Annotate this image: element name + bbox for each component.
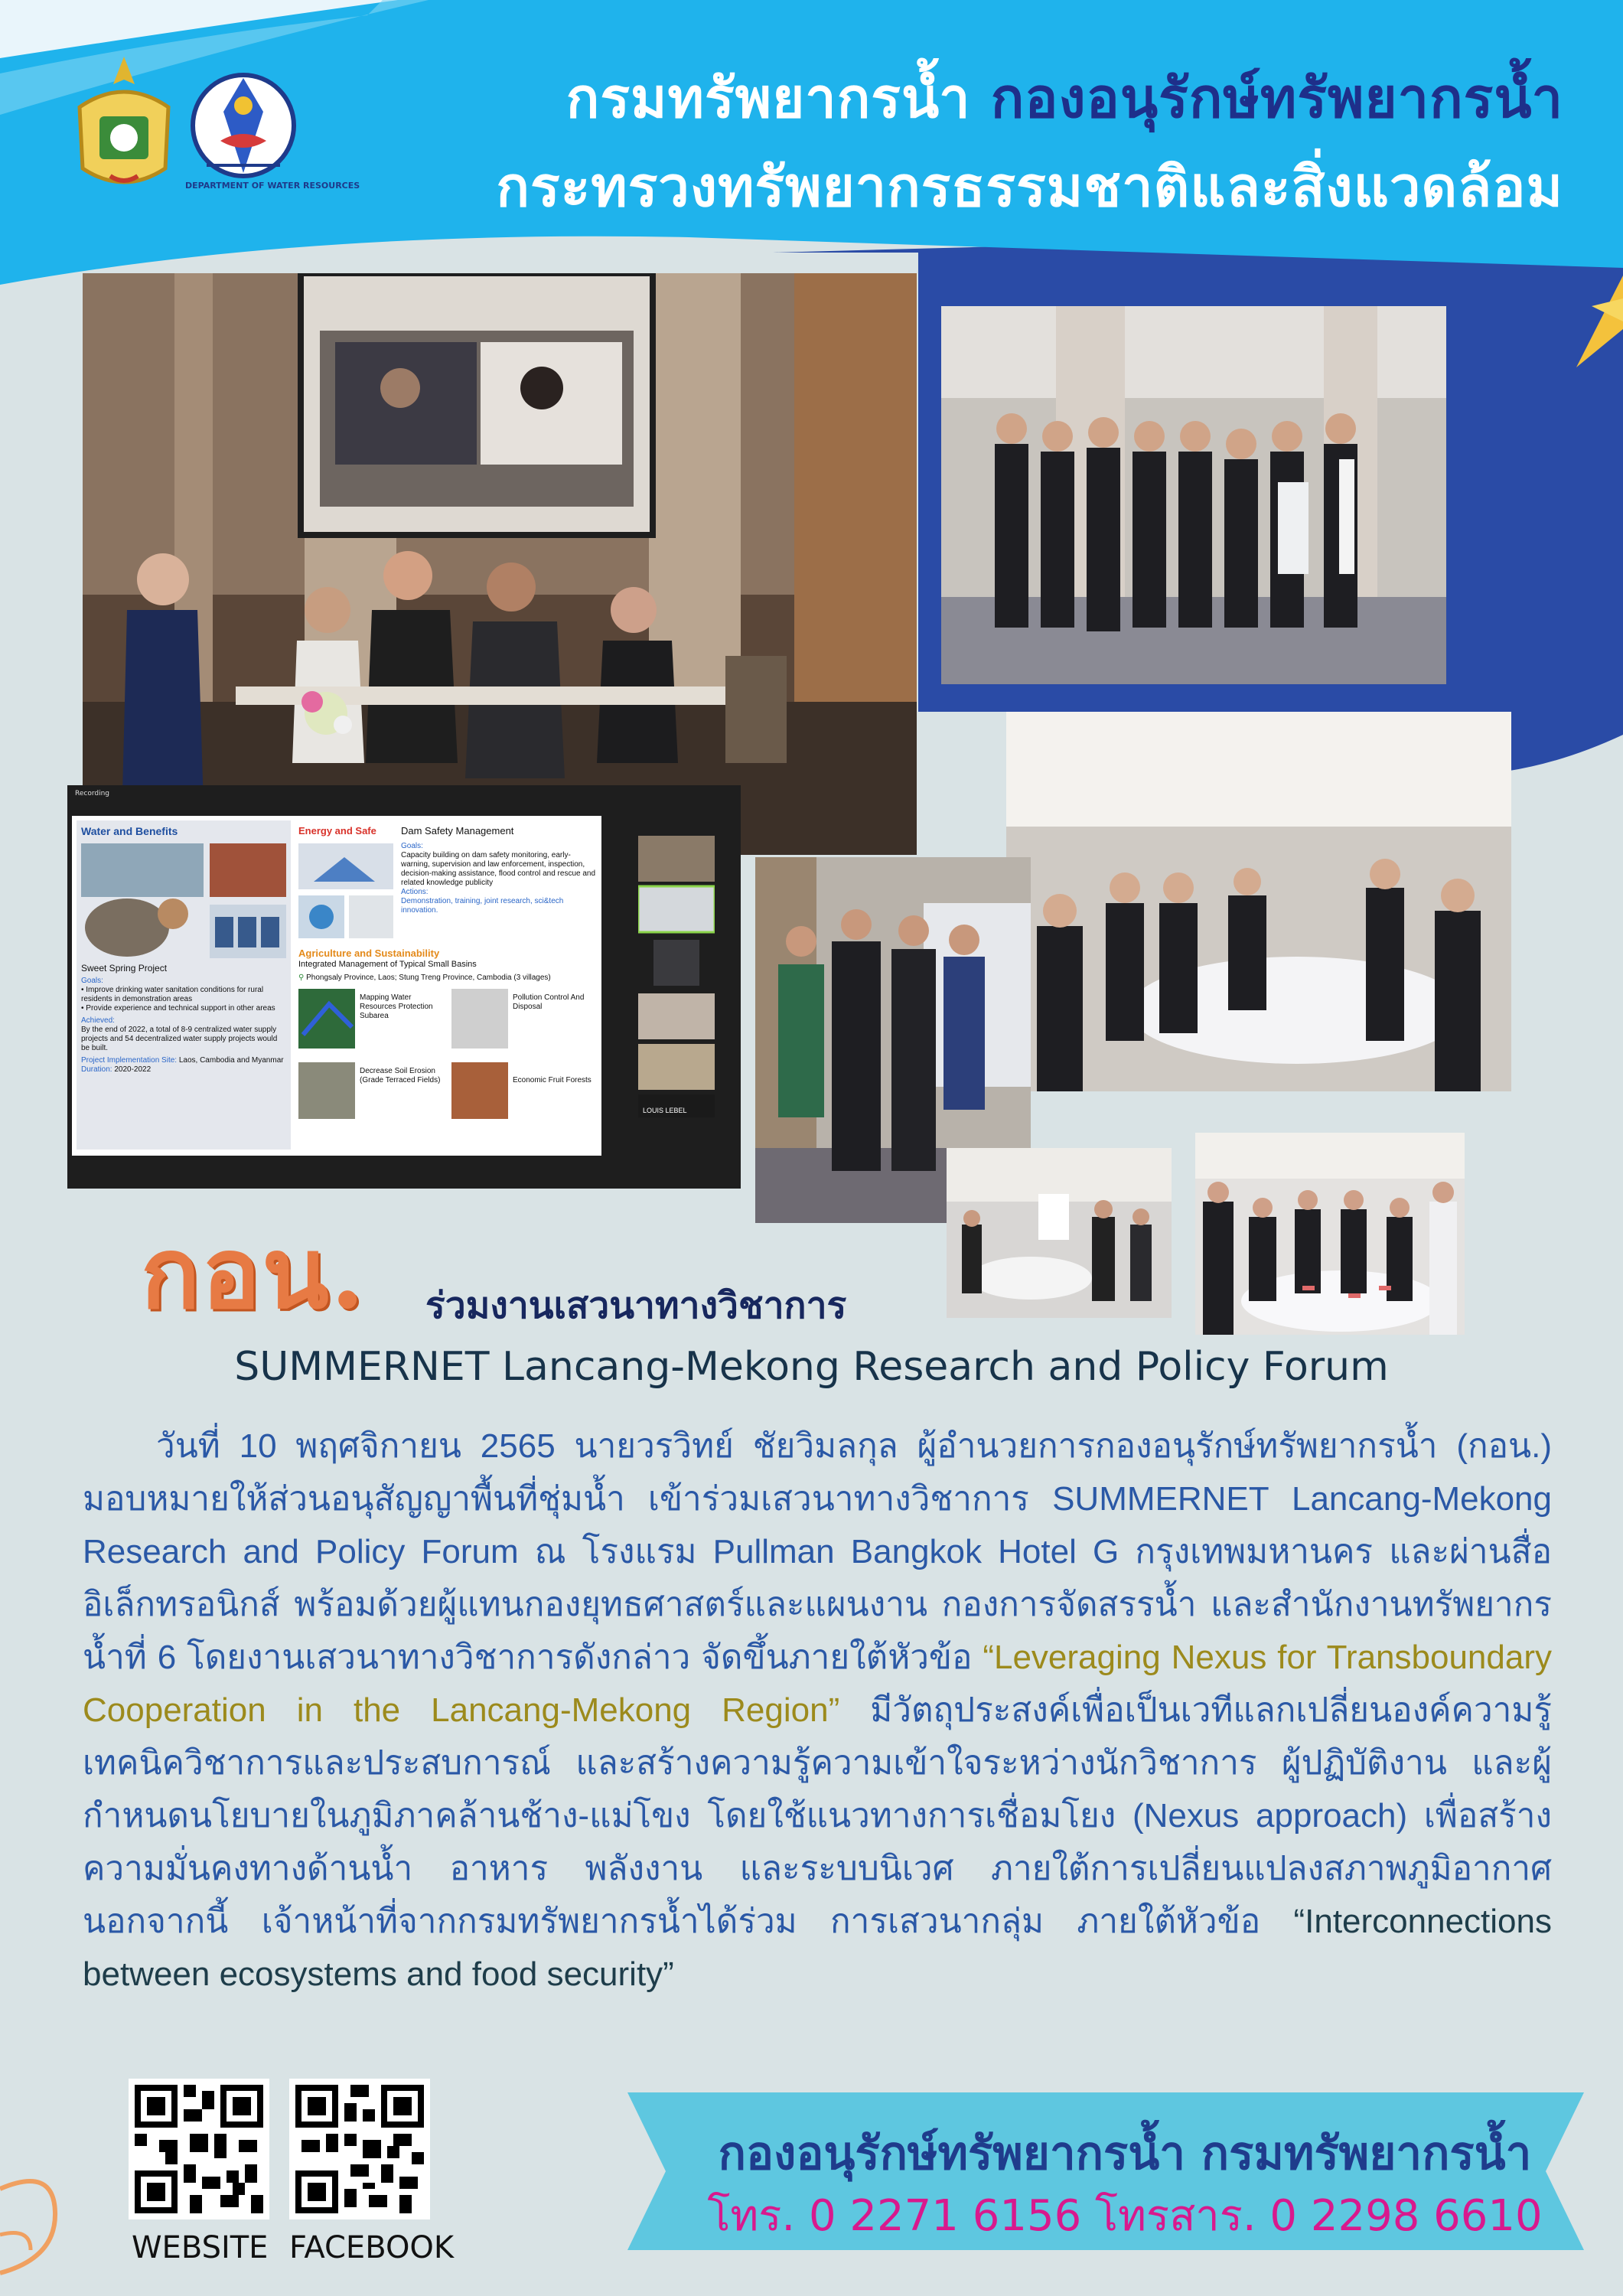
dam-photos bbox=[298, 843, 398, 943]
dam-title: Dam Safety Management bbox=[401, 825, 514, 837]
ministry-emblem-logo bbox=[64, 54, 184, 196]
logo-caption: DEPARTMENT OF WATER RESOURCES bbox=[185, 181, 360, 191]
online-presentation-screenshot bbox=[67, 785, 741, 1189]
body-part-1: วันที่ 10 พฤศจิกายน 2565 นายวรวิทย์ ชัยวิมลกุล ผู้อำนวยการกองอนุรักษ์ทรัพยากรน้ำ (กอน.) มอบหมายให้ส่วนอนุสัญญาพื้นที่ชุ่มน้ำ เข้าร่วมเสวนาทางวิชาการ SUMMERNET Lancang-Mekong Research and Policy Forum ณ โรงแรม Pullman Bangkok Hotel G กรุงเทพมหานคร และผ่านสื่ออิเล็กทรอนิกส์ พร้อมด้วยผู้แทนกองยุทธศาสตร์และแผนงาน กองการจัดสรรน้ำ และสำนักงานทรัพยากรน้ำที่ 6 โดยงานเสวนาทางวิชาการดังกล่าว จัดขึ้นภายใต้หัวข้อ bbox=[83, 1427, 1552, 1676]
news-body bbox=[83, 1420, 1552, 2001]
dam-goals-label: Goals: bbox=[401, 842, 423, 850]
duration-label: Duration: bbox=[81, 1065, 112, 1074]
actions-label: Actions: bbox=[401, 888, 429, 896]
agri-item-1: Mapping Water Resources Protection Subarea bbox=[360, 993, 433, 1020]
facebook-qr-label: FACEBOOK bbox=[289, 2230, 455, 2265]
recording-label: Recording bbox=[75, 790, 110, 797]
event-subtitle: ร่วมงานเสวนาทางวิชาการ bbox=[425, 1284, 847, 1327]
project-name: Sweet Spring Project bbox=[81, 963, 168, 974]
website-qr-code[interactable] bbox=[129, 2079, 269, 2219]
agri-item-2: Pollution Control And Disposal bbox=[513, 993, 585, 1011]
facebook-qr-code[interactable] bbox=[289, 2079, 430, 2219]
participant-video-strip bbox=[638, 836, 715, 1127]
site-label: Project Implementation Site: bbox=[81, 1056, 178, 1065]
agri-item-4: Economic Fruit Forests bbox=[513, 1076, 592, 1084]
achieved-label: Achieved: bbox=[81, 1016, 115, 1025]
participant-name: LOUIS LEBEL bbox=[643, 1107, 687, 1114]
round-table-discussion-photo bbox=[1006, 712, 1511, 1091]
slide-section-agriculture: Agriculture and Sustainability bbox=[298, 947, 440, 959]
location-pin-icon: ⚲ bbox=[298, 974, 305, 982]
goal-1: • Improve drinking water sanitation conditions for rural residents in demonstration areas bbox=[81, 986, 264, 1003]
goal-2: • Provide experience and technical support in other areas bbox=[81, 1004, 275, 1013]
body-closing-topic: “Interconnections between ecosystems and food security” bbox=[83, 1903, 1552, 1993]
group-activity-photo bbox=[1195, 1133, 1465, 1335]
agri-photos bbox=[298, 989, 589, 1142]
duration-value: 2020-2022 bbox=[114, 1065, 152, 1074]
presentation-slide bbox=[72, 816, 601, 1156]
slide-section-energy: Energy and Safe bbox=[298, 825, 376, 837]
orange-swirl-decoration bbox=[0, 2158, 92, 2296]
dam-goals: Capacity building on dam safety monitoring, early-warning, supervision and law enforcement, inspection, decision-making assistance, flood control and rescue and related knowledge publicity bbox=[401, 851, 596, 887]
table-discussion-photo-2 bbox=[947, 1148, 1172, 1318]
ministry-name: กระทรวงทรัพยากรธรรมชาติและสิ่งแวดล้อม bbox=[496, 155, 1563, 219]
water-project-photos bbox=[81, 843, 288, 960]
department-of-water-resources-logo bbox=[185, 58, 360, 196]
agri-item-3: Decrease Soil Erosion (Grade Terraced Fields) bbox=[360, 1067, 441, 1084]
agri-subtitle: Integrated Management of Typical Small Basins bbox=[298, 960, 477, 969]
actions-text: Demonstration, training, joint research, sci&tech innovation. bbox=[401, 897, 564, 915]
achieved-text: By the end of 2022, a total of 8-9 centralized water supply projects and 54 decentralized water supply projects would be built. bbox=[81, 1026, 278, 1052]
department-name: กรมทรัพยากรน้ำ bbox=[565, 66, 971, 130]
goals-label: Goals: bbox=[81, 977, 103, 985]
contact-phone: โทร. 0 2271 6156 โทรสาร. 0 2298 6610 bbox=[707, 2191, 1543, 2241]
body-part-2: มีวัตถุประสงค์เพื่อเป็นเวทีแลกเปลี่ยนองค์ความรู้ เทคนิควิชาการและประสบการณ์ และสร้างความรู้ความเข้าใจระหว่างนักวิชาการ ผู้ปฏิบัติงาน และผู้กำหนดนโยบายในภูมิภาคล้านช้าง-แม่โขง โดยใช้แนวทางการเชื่อมโยง (Nexus approach) เพื่อสร้างความมั่นคงทางด้านน้ำ อาหาร พลังงาน และระบบนิเวศ ภายใต้การเปลี่ยนแปลงสภาพภูมิอากาศ นอกจากนี้ เจ้าหน้าที่จากกรมทรัพยากรน้ำได้ร่วม การเสวนากลุ่ม ภายใต้หัวข้อ bbox=[83, 1691, 1552, 1940]
forum-title: SUMMERNET Lancang-Mekong Research and Policy Forum bbox=[234, 1344, 1389, 1390]
panel-discussion-photo bbox=[83, 273, 917, 855]
slide-section-water: Water and Benefits bbox=[81, 825, 178, 837]
division-abbreviation: กอน. bbox=[141, 1216, 367, 1331]
agri-location: ⚲ Phongsaly Province, Laos; Stung Treng Province, Cambodia (3 villages) bbox=[298, 974, 551, 982]
group-photo-1 bbox=[941, 306, 1446, 684]
body-highlight-topic: “Leveraging Nexus for Transboundary Cooperation in the Lancang-Mekong Region” bbox=[83, 1639, 1552, 1729]
division-name: กองอนุรักษ์ทรัพยากรน้ำ bbox=[990, 66, 1563, 130]
contact-organization: กองอนุรักษ์ทรัพยากรน้ำ กรมทรัพยากรน้ำ bbox=[718, 2127, 1532, 2180]
website-qr-label: WEBSITE bbox=[132, 2230, 269, 2265]
header-title-line1 bbox=[566, 54, 1563, 142]
site-value: Laos, Cambodia and Myanmar bbox=[178, 1056, 284, 1065]
